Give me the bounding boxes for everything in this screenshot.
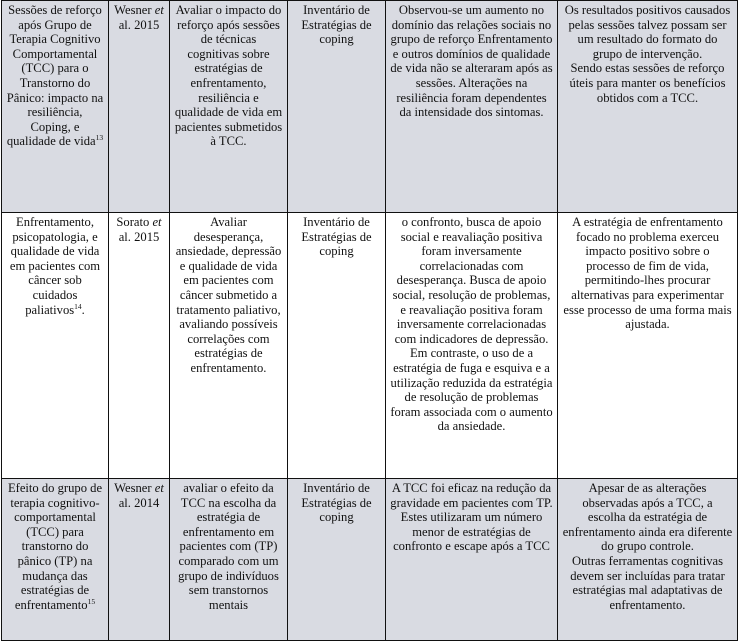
title-suffix: . <box>81 302 85 317</box>
et-al-suffix: al. <box>118 229 131 244</box>
reference-number: 13 <box>95 133 104 143</box>
study-title: Enfrentamento, psicopatologia, e qualidade de vida em pacientes com câncer sob cuidados paliativos <box>9 215 101 317</box>
author: Wesner <box>114 3 152 17</box>
objective: avaliar o efeito da TCC na escolha da estratégia de enfrentamento em pacientes com (TP) comparado com um grupo de indivíduos sem transtornos mentais <box>178 481 279 612</box>
results-cell <box>386 479 558 641</box>
results: o confronto, busca de apoio social e reavaliação positiva foram inversamente correlacionadas com desesperança. Busca de apoio social, resolução de problemas, e reavaliação positiva foram inversamente correlacionadas com indicadores de depressão. Em contraste, o uso de a estratégia de fuga e esquiva e a utilização reduzida da estratégia de resolução de problemas foram associada com o aumento da ansiedade. <box>390 215 553 434</box>
conclusion-cell <box>558 213 738 479</box>
year: 2014 <box>134 495 160 510</box>
study-title: Sessões de reforço após Grupo de Terapia Cognitivo Comportamental (TCC) para o Transtorno do Pânico: impacto na resiliência, Coping, e qualidade de vida <box>6 3 104 149</box>
year: 2015 <box>134 17 160 32</box>
literature-review-table <box>1 0 738 641</box>
instrument: Inventário de Estratégias de coping <box>301 481 372 525</box>
et-al-suffix: al. <box>118 495 131 510</box>
results-cell <box>386 1 558 213</box>
results-cell <box>386 213 558 479</box>
author-cell <box>109 213 170 479</box>
results: A TCC foi eficaz na redução da gravidade em pacientes com TP. Estes utilizaram um número menor de estratégias de confronto e escape após a TCC <box>390 481 553 554</box>
author-cell <box>109 479 170 641</box>
objective-cell <box>170 213 288 479</box>
conclusion-text: A estratégia de enfrentamento focado no problema exerceu impacto positivo sobre o processo de fim de vida, permitindo-lhes procurar alternativas para experimentar esse processo de uma forma mais ajustada. <box>563 215 732 332</box>
table-row <box>2 479 738 641</box>
study-title: Efeito do grupo de terapia cognitivo-comportamental (TCC) para transtorno do pânico (TP) na mudança das estratégias de enfrentamento <box>7 481 103 612</box>
conclusion-text: Outras ferramentas cognitivas devem ser incluídas para tratar estratégias mal adaptativas de enfrentamento. <box>570 553 725 612</box>
study-title-cell <box>2 1 109 213</box>
table-row <box>2 213 738 479</box>
reference-number: 15 <box>87 596 96 606</box>
author: Sorato <box>116 215 150 229</box>
instrument: Inventário de Estratégias de coping <box>301 3 372 47</box>
instrument: Inventário de Estratégias de coping <box>301 215 372 259</box>
conclusion-text: Apesar de as alterações observadas após a TCC, a escolha da estratégia de enfrentamento ainda era diferente do grupo controle. <box>562 481 733 554</box>
et-al: et <box>154 3 164 17</box>
objective-cell <box>170 479 288 641</box>
instrument-cell <box>288 213 386 479</box>
author-cell <box>109 1 170 213</box>
conclusion-text: Os resultados positivos causados pelas sessões talvez possam ser um resultado do formato do grupo de intervenção. <box>564 3 731 61</box>
results: Observou-se um aumento no domínio das relações sociais no grupo de reforço Enfrentamento e outros domínios de qualidade de vida não se alteraram após as sessões. Alterações na resiliência foram dependentes da intensidade dos sintomas. <box>390 3 553 120</box>
table-row <box>2 1 738 213</box>
study-title-cell <box>2 213 109 479</box>
author: Wesner <box>114 481 152 495</box>
study-title-cell <box>2 479 109 641</box>
conclusion-text: Sendo estas sessões de reforço úteis para manter os benefícios obtidos com a TCC. <box>569 61 726 105</box>
reference-number: 14 <box>74 301 82 311</box>
objective: Avaliar desesperança, ansiedade, depressão e qualidade de vida em pacientes com câncer submetido a tratamento paliativo, avaliando possíveis correlações com estratégias de enfrentamento. <box>175 215 282 375</box>
objective: Avaliar o impacto do reforço após sessões de técnicas cognitivas sobre estratégias de enfrentamento, resiliência e qualidade de vida em pacientes submetidos à TCC. <box>174 3 283 149</box>
year: 2015 <box>134 229 160 244</box>
instrument-cell <box>288 1 386 213</box>
conclusion-cell <box>558 479 738 641</box>
et-al-suffix: al. <box>118 17 131 32</box>
et-al: et <box>154 481 164 495</box>
et-al: et <box>152 215 162 229</box>
objective-cell <box>170 1 288 213</box>
instrument-cell <box>288 479 386 641</box>
conclusion-cell <box>558 1 738 213</box>
